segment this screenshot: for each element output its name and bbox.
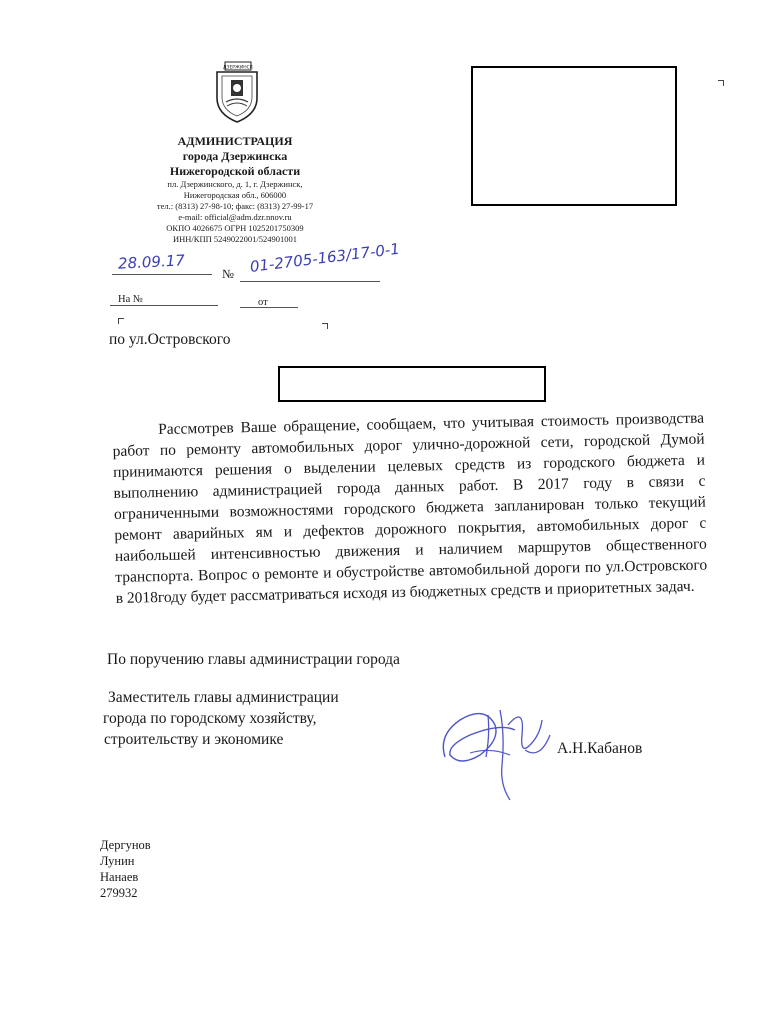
org-name-line3: Нижегородской области <box>169 164 301 178</box>
registration-date: 28.09.17 <box>117 251 186 273</box>
registration-number-label: № <box>222 267 234 281</box>
reference-date-label: от <box>258 297 268 308</box>
registration-number: 01-2705-163/17-0-1 <box>248 239 401 276</box>
corner-mark-right <box>322 323 328 329</box>
registration-date-line <box>112 274 212 275</box>
signatory-title-line1: Заместитель главы администрации <box>108 689 339 706</box>
subject-line: по ул.Островского <box>109 331 231 348</box>
reference-date-line <box>240 307 298 308</box>
svg-text:ДЗЕРЖИНСК: ДЗЕРЖИНСК <box>223 65 253 71</box>
org-email: e-mail: official@adm.dzr.nnov.ru <box>178 212 292 222</box>
corner-mark-top-right <box>718 80 724 86</box>
reference-number-line <box>110 305 218 306</box>
coat-of-arms-emblem <box>213 60 261 124</box>
executor-line-3: Нанаев <box>100 870 139 884</box>
org-phones: тел.: (8313) 27-98-10; факс: (8313) 27-99-17 <box>156 201 314 211</box>
redacted-salutation-box <box>278 366 546 402</box>
reference-number-label: На № <box>118 294 143 305</box>
org-address-line1: пл. Дзержинского, д. 1, г. Дзержинск, <box>167 179 303 189</box>
signatory-name: А.Н.Кабанов <box>557 740 643 757</box>
body-text: Рассмотрев Ваше обращение, сообщаем, что учитывая стоимость производства работ по ремонту автомобильных дорог улично-дорожной сети, городской Думой принимаются решения о выделении целевых средств из городского бюджета и выполнению администрацией города данных работ. В 2017 году в связи с ограниченными возможностями городского бюджета запланирован только текущий ремонт аварийных ям и дефектов дорожного покрытия, автомобильных дорог с наибольшей интенсивностью движения и наличием маршрутов общественного транспорта. Вопрос о ремонте и обустройстве автомобильной дороги по ул.Островского в 2018году будет рассматриваться исходя из бюджетных средств и приоритетных задач. <box>112 409 708 607</box>
org-okpo: ОКПО 4026675 ОГРН 1025201750309 <box>166 223 304 233</box>
org-inn: ИНН/КПП 5249022001/524901001 <box>173 234 297 244</box>
redacted-addressee-box <box>471 66 677 206</box>
executor-phone: 279932 <box>100 886 138 900</box>
org-name-line1: АДМИНИСТРАЦИЯ <box>177 134 293 148</box>
org-name-line2: города Дзержинска <box>182 149 288 163</box>
signatory-title-line3: строительству и экономике <box>104 731 284 748</box>
corner-mark-left <box>118 318 124 324</box>
signatory-title-line2: города по городскому хозяйству, <box>103 710 317 727</box>
executor-line-1: Дергунов <box>100 838 151 852</box>
org-address-line2: Нижегородская обл., 606000 <box>183 190 287 200</box>
handwritten-signature <box>430 695 560 805</box>
executor-line-2: Лунин <box>100 854 135 868</box>
instruction-line: По поручению главы администрации города <box>107 651 400 668</box>
registration-number-line <box>240 281 380 282</box>
body-paragraph <box>112 408 708 609</box>
